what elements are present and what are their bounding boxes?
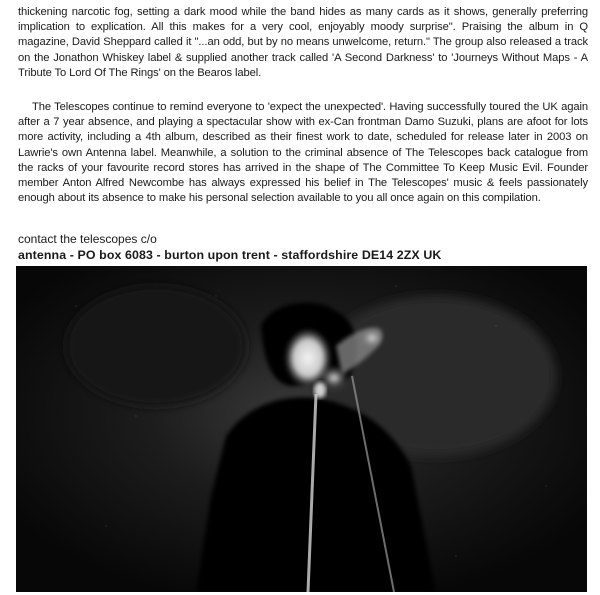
paragraph-review-excerpt: thickening narcotic fog, setting a dark mood while the band hides as many cards as it shows, generally preferring implication to explication. All this makes for a very cool, enjoyably moody surprise". Praising the album in Q magazine, David Sheppard called it "...an odd, but by no means unwelcome, return." The group also released a track on the Jonathon Whiskey label & supplied another track called 'A Second Darkness' to 'Journeys Without Maps - A Tribute To Lord Of The Rings' on the Bearos label. bbox=[18, 6, 588, 79]
contact-label: contact the telescopes c/o bbox=[18, 232, 157, 246]
paragraph-band-news: The Telescopes continue to remind everyone to 'expect the unexpected'. Having successfully toured the UK again after a 7 year absence, and playing a spectacular show with ex-Can frontman Damo Suzuki, plans are afoot for lots more activity, including a 4th album, described as their finest work to date, scheduled for release later in 2003 on Lawrie's own Antenna label. Meanwhile, a solution to the criminal absence of The Telescopes back catalogue from the racks of your favourite record stores has arrived in the shape of The Committee To Keep Music Evil. Founder member Anton Alfred Newcombe has always expressed his belief in The Telescopes' music & feels passionately enough about its absence to make his personal selection available to you all once again on this compilation. bbox=[18, 101, 588, 205]
band-live-photo bbox=[16, 266, 587, 592]
contact-address: antenna - PO box 6083 - burton upon trent - staffordshire DE14 2ZX UK bbox=[18, 248, 442, 262]
